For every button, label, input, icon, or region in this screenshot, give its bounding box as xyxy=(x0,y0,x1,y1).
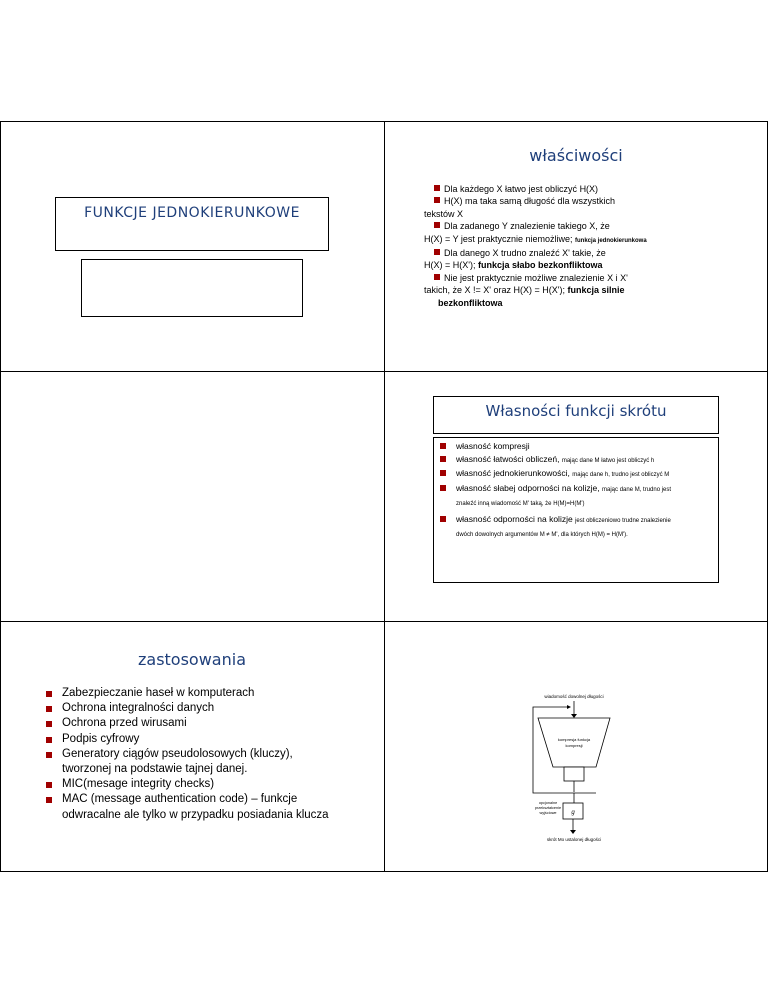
slide1-title: FUNKCJE JEDNOKIERUNKOWE xyxy=(84,205,300,221)
slide2-line: Dla każdego X łatwo jest obliczyć H(X) xyxy=(424,183,764,195)
bullet-icon xyxy=(46,706,52,712)
slide2-line: Dla danego X trudno znaleźć X' takie, że xyxy=(424,247,764,259)
funnel-label-1: kompresja funkcja xyxy=(557,737,591,742)
slide4-title-box xyxy=(433,396,719,434)
slide2-line: H(X) ma taka samą długość dla wszystkich xyxy=(424,195,764,207)
side-label-3: wyjściowe xyxy=(539,811,557,815)
side-label-1: opcjonalne xyxy=(538,801,558,805)
bullet-icon xyxy=(46,691,52,697)
slide5-item: Zabezpieczanie haseł w komputerach xyxy=(44,686,380,701)
slide4-item: własność słabej odporności na kolizje, mając dane M, trudno jest znaleźć inną wiadomość M' taką, że H(M)=H(M') xyxy=(438,482,714,509)
slide2-body xyxy=(424,183,764,309)
bullet-icon xyxy=(434,274,440,280)
bullet-icon xyxy=(46,737,52,743)
diagram-top-label: wiadomość dowolnej długości xyxy=(544,694,604,699)
funnel-label-2: kompresji xyxy=(565,743,583,748)
bullet-icon xyxy=(440,516,446,522)
bullet-icon xyxy=(434,197,440,203)
slide5-title: zastosowania xyxy=(137,650,246,669)
bullet-icon xyxy=(46,721,52,727)
slide5-item: Ochrona integralności danych xyxy=(44,701,380,716)
slide2-line: Nie jest praktycznie możliwe znalezienie X i X' xyxy=(424,272,764,284)
slide2-line: H(X) = Y jest praktycznie niemożliwe; funkcja jednokierunkowa xyxy=(424,233,647,244)
slide4-item: własność kompresji xyxy=(438,440,714,453)
slide2-line: H(X) = H(X'); funkcja słabo bezkonfliktowa xyxy=(424,260,603,271)
slide1-subtitle-box xyxy=(81,259,303,317)
slide5-item: MAC (message authentication code) – funkcje odwracalne ale tylko w przypadku posiadania klucza xyxy=(44,792,380,822)
bullet-icon xyxy=(440,485,446,491)
bullet-icon xyxy=(434,222,440,228)
side-label-2: przekształcenie xyxy=(534,806,562,810)
slide2-line: Dla zadanego Y znalezienie takiego X, że xyxy=(424,220,764,232)
slide5-item: Generatory ciągów pseudolosowych (kluczy), tworzonej na podstawie tajnej danej. xyxy=(44,747,380,777)
diagram-bottom-label: skrót Mo ustalonej długości xyxy=(546,837,602,842)
slide4-item: własność łatwości obliczeń, mając dane M łatwo jest obliczyć h xyxy=(438,453,714,468)
slide2-line: bezkonfliktowa xyxy=(438,297,503,308)
slide5-item: Podpis cyfrowy xyxy=(44,732,380,747)
slide4-title: Własności funkcji skrótu xyxy=(485,402,667,420)
bullet-icon xyxy=(46,782,52,788)
slide1-title-box xyxy=(55,197,329,251)
bullet-icon xyxy=(440,470,446,476)
bullet-icon xyxy=(434,249,440,255)
bullet-icon xyxy=(46,752,52,758)
bullet-icon xyxy=(434,185,440,191)
slide2-title: właściwości xyxy=(529,146,623,165)
slide4-content-box xyxy=(433,437,719,583)
slide2-line: tekstów X xyxy=(424,208,464,219)
slide5-item: MIC(mesage integrity checks) xyxy=(44,777,380,792)
bullet-icon xyxy=(440,443,446,449)
slide5-list xyxy=(44,686,380,823)
slide5-item: Ochrona przed wirusami xyxy=(44,716,380,731)
bullet-icon xyxy=(46,797,52,803)
g-label: g xyxy=(571,810,575,816)
bullet-icon xyxy=(440,456,446,462)
slide4-item: własność odporności na kolizje jest obliczeniowo trudne znalezienie dwóch dowolnych argumentów M ≠ M', dla których H(M) = H(M'). xyxy=(438,513,714,540)
hash-function-diagram xyxy=(384,621,768,871)
slide4-item: własność jednokierunkowości, mając dane h, trudno jest obliczyć M xyxy=(438,467,714,482)
slide2-line: takich, że X != X' oraz H(X) = H(X'); funkcja silnie xyxy=(424,285,625,296)
